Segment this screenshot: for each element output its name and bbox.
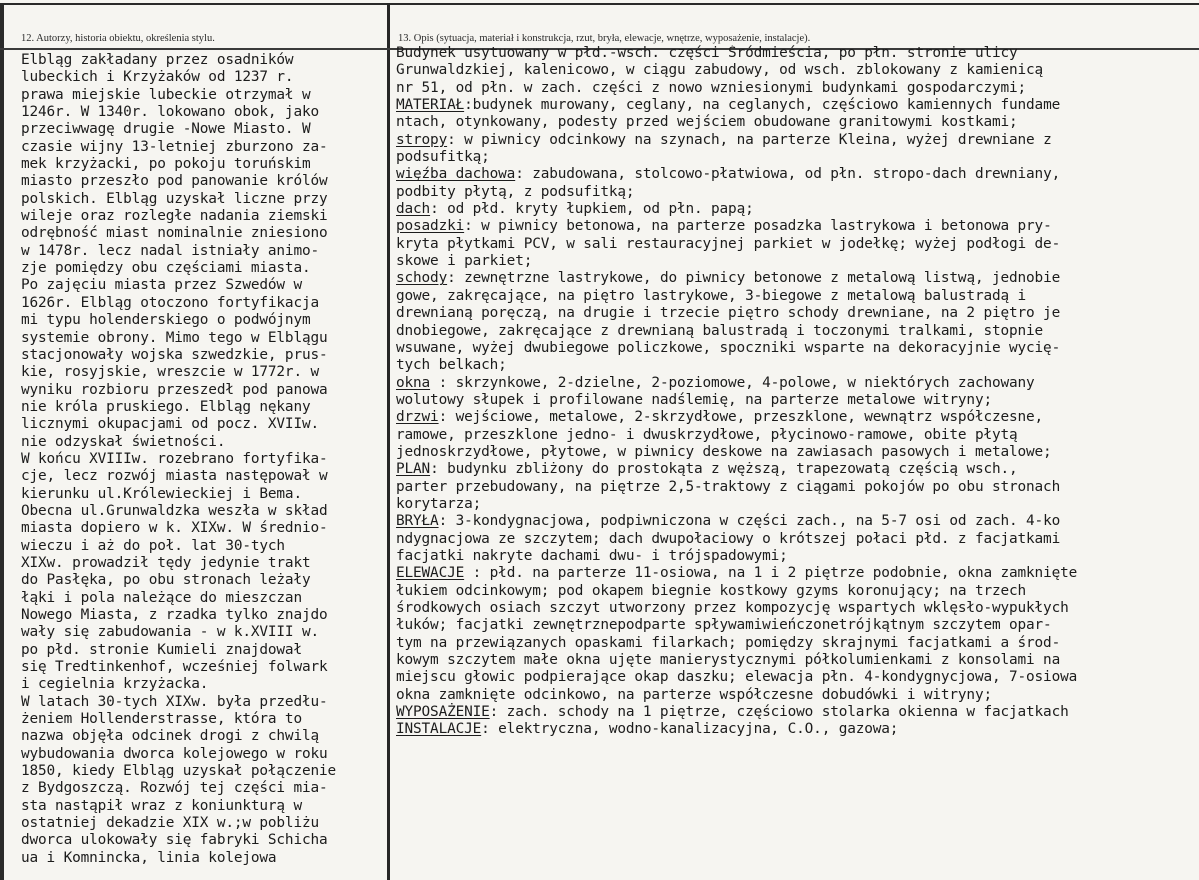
description-line [396, 687, 1196, 704]
history-line: mi typu holenderskiego o podwójnym [21, 312, 311, 329]
section-keyword: okna [396, 374, 431, 391]
history-line: dworca ulokowały się fabryki Schicha [21, 832, 328, 849]
description-text: łuków; facjatki zewnętrznepodparte spływamiwieńczonetrójkątnym szczytem opar- [396, 617, 1052, 634]
history-line: przeciwwagę drugie -Nowe Miasto. W [21, 121, 311, 138]
history-text-block [21, 52, 386, 872]
column-divider [387, 3, 390, 880]
description-text: : skrzynkowe, 2-dzielne, 2-poziomowe, 4-polowe, w niektórych zachowany [430, 374, 1035, 391]
description-line [396, 305, 1196, 322]
description-line [396, 184, 1196, 201]
description-line [396, 253, 1196, 270]
section-keyword: WYPOSAŻENIE [396, 704, 490, 721]
history-line: wybudowania dworca kolejowego w roku [21, 745, 328, 762]
history-line: lubeckich i Krzyżaków od 1237 r. [21, 69, 294, 86]
description-text: ramowe, przeszklone jedno- i dwuskrzydłowe, płycinowo-ramowe, obite płytą [396, 426, 1018, 443]
description-text: kowym szczytem małe okna ujęte manierystycznymi półkolumienkami z konsolami na [396, 652, 1061, 669]
description-line [396, 236, 1196, 253]
description-text: :budynek murowany, ceglany, na ceglanych, częściowo kamiennych fundame [464, 97, 1061, 114]
description-line [396, 80, 1196, 97]
history-line: Elbląg zakładany przez osadników [21, 52, 294, 68]
description-text: wolutowy słupek i profilowane nadślemię, na parterze metalowe witryny; [396, 391, 992, 408]
description-text: łukiem odcinkowym; pod okapem biegnie kostkowy gzyms koronujący; na trzech [396, 582, 1027, 599]
section-keyword: drzwi [396, 409, 439, 426]
description-line [396, 409, 1196, 426]
description-line [396, 166, 1196, 183]
history-line: 1246r. W 1340r. lokowano obok, jako [21, 104, 319, 121]
history-line: wały się zabudowania - w k.XVIII w. [21, 624, 319, 641]
history-line: nazwa objęła odcinek drogi z chwilą [21, 728, 319, 745]
description-text: facjatki nakryte dachami dwu- i trójspadowymi; [396, 547, 788, 564]
top-border [0, 3, 1199, 5]
description-line [396, 669, 1196, 686]
section-keyword: stropy [396, 131, 448, 148]
description-text: dnobiegowe, zakręcające z drewnianą balustradą i toczonymi tralkami, stopnie [396, 322, 1044, 339]
description-text: : budynku zbliżony do prostokąta z węższą, trapezowatą częścią wsch., [430, 461, 1018, 478]
description-text: kryta płytkami PCV, w sali restauracyjnej parkiet w jodełkę; wyżej podłogi de- [396, 235, 1061, 252]
description-text: Grunwaldzkiej, kalenicowo, w ciągu zabudowy, od wsch. zblokowany z kamienicą [396, 62, 1044, 79]
description-line [396, 565, 1196, 582]
description-text: : zabudowana, stolcowo-płatwiowa, od płn. stropo-dach drewniany, [515, 166, 1061, 183]
history-line: kie, rosyjskie, wreszcie w 1772r. w [21, 364, 319, 381]
history-line: XIXw. prowadził tędy jedynie trakt [21, 554, 311, 571]
history-line: odrębność miast nominalnie zniesiono [21, 225, 328, 242]
description-line [396, 288, 1196, 305]
history-line: W końcu XVIIIw. rozebrano fortyfika- [21, 450, 328, 467]
description-text: miejscu głowic podpierające okap daszku; elewacja płn. 4-kondygnycjowa, 7-osiowa [396, 669, 1078, 686]
history-line: nie odzyskał świetności. [21, 433, 226, 450]
history-line: stacjonowały wojska szwedzkie, prus- [21, 346, 328, 363]
description-line [396, 479, 1196, 496]
description-text: : w piwnicy betonowa, na parterze posadzka lastrykowa i betonowa pry- [464, 218, 1052, 235]
history-line: wyniku rozbioru przeszedł pod panowa [21, 381, 328, 398]
description-text: jednoskrzydłowe, płytowe, w piwnicy deskowe na zawiasach pasowych i metalowe; [396, 443, 1052, 460]
description-line [396, 375, 1196, 392]
history-line: łąki i pola należące do mieszczan [21, 589, 302, 606]
history-line: sta nastąpił wraz z koniunkturą w [21, 797, 302, 814]
description-text: : od płd. kryty łupkiem, od płn. papą; [430, 201, 754, 218]
description-line [396, 635, 1196, 652]
description-line [396, 392, 1196, 409]
description-line [396, 132, 1196, 149]
history-line: licznymi okupacjami od pocz. XVIIw. [21, 416, 319, 433]
description-line [396, 704, 1196, 721]
description-text: tych belkach; [396, 357, 507, 374]
section-keyword: schody [396, 270, 448, 287]
description-text: skowe i parkiet; [396, 253, 533, 270]
left-border [0, 3, 4, 880]
section-keyword: posadzki [396, 218, 465, 235]
description-line [396, 496, 1196, 513]
description-line [396, 323, 1196, 340]
description-text: : w piwnicy odcinkowy na szynach, na parterze Kleina, wyżej drewniane z [447, 131, 1052, 148]
description-text: podbity płytą, z podsufitką; [396, 183, 635, 200]
description-text: środkowych osiach szczyt utworzony przez kompozycję wspartych wklęsło-wypukłych [396, 600, 1069, 616]
description-text: : zewnętrzne lastrykowe, do piwnicy betonowe z metalową listwą, jednobie [447, 270, 1061, 287]
section-keyword: więźba dachowa [396, 166, 516, 183]
description-line [396, 427, 1196, 444]
description-text: nr 51, od płn. w zach. części z nowo wzniesionymi budynkami gospodarczymi; [396, 79, 1027, 96]
history-line: z Bydgoszczą. Rozwój tej części mia- [21, 780, 328, 797]
description-text: ndygnacjowa ze szczytem; dach dwupołaciowy o krótszej połaci płd. z facjatkami [396, 530, 1061, 547]
description-line [396, 218, 1196, 235]
description-text: : elektryczna, wodno-kanalizacyjna, C.O., gazowa; [481, 721, 899, 738]
description-text-block [396, 45, 1196, 745]
description-text: tym na przewiązanych opaskami filarkach; pomiędzy skrajnymi facjatkami a środ- [396, 634, 1061, 651]
history-line: polskich. Elbląg uzyskał liczne przy [21, 190, 328, 207]
history-line: Po zajęciu miasta przez Szwedów w [21, 277, 302, 294]
history-line: systemie obrony. Mimo tego w Elblągu [21, 329, 328, 346]
history-line: się Tredtinkenhof, wcześniej folwark [21, 659, 328, 676]
description-line [396, 357, 1196, 374]
history-line: nie króla pruskiego. Elbląg nękany [21, 398, 311, 415]
description-line [396, 721, 1196, 738]
description-line [396, 652, 1196, 669]
description-text: korytarza; [396, 495, 482, 512]
description-text: : 3-kondygnacjowa, podpiwniczona w części zach., na 5-7 osi od zach. 4-ko [438, 513, 1061, 530]
description-line [396, 531, 1196, 548]
description-text: drewnianą poręczą, na drugie i trzecie piętro schody drewniane, na 2 piętro je [396, 305, 1061, 322]
history-line: żeniem Hollenderstrasse, która to [21, 711, 302, 728]
description-text: ntach, otynkowany, podesty przed wejściem obudowane granitowymi kostkami; [396, 114, 1018, 131]
description-line [396, 444, 1196, 461]
history-line: 1850, kiedy Elbląg uzyskał połączenie [21, 763, 337, 780]
history-line: 1626r. Elbląg otoczono fortyfikacja [21, 294, 319, 311]
description-text: : wejściowe, metalowe, 2-skrzydłowe, przeszklone, wewnątrz współczesne, [438, 409, 1044, 426]
history-line: miasta dopiero w k. XIXw. W średnio- [21, 520, 328, 537]
description-line [396, 45, 1196, 62]
history-line: zje pomiędzy obu częściami miasta. [21, 260, 311, 277]
description-line [396, 513, 1196, 530]
history-line: miasto przeszło pod panowanie królów [21, 173, 328, 190]
section-keyword: MATERIAŁ [396, 97, 465, 114]
description-text: : zach. schody na 1 piętrze, częściowo stolarka okienna w facjatkach [489, 704, 1069, 721]
history-line: kierunku ul.Królewieckiej i Bema. [21, 485, 302, 502]
right-column-header: 13. Opis (sytuacja, materiał i konstrukcja, rzut, bryła, elewacje, wnętrze, wyposażenie, instalacje). [398, 33, 811, 44]
description-line [396, 62, 1196, 79]
description-line [396, 461, 1196, 478]
history-line: czasie wijny 13-letniej zburzono za- [21, 138, 328, 155]
history-line: Nowego Miasta, z rzadka tylko znajdo [21, 607, 328, 623]
history-line: prawa miejskie lubeckie otrzymał w [21, 86, 311, 103]
history-line: ua i Komnincka, linia kolejowa [21, 849, 277, 866]
history-line: wileje oraz rozległe nadania ziemski [21, 208, 328, 225]
description-text: : płd. na parterze 11-osiowa, na 1 i 2 piętrze podobnie, okna zamknięte [464, 565, 1078, 582]
description-line [396, 149, 1196, 166]
description-line [396, 600, 1196, 617]
description-line [396, 583, 1196, 600]
history-line: wieczu i aż do poł. lat 30-tych [21, 537, 285, 554]
left-column-header: 12. Autorzy, historia obiektu, określenia stylu. [21, 33, 215, 44]
description-text: parter przebudowany, na piętrze 2,5-traktowy z ciągami pokojów po obu stronach [396, 478, 1061, 495]
description-line [396, 548, 1196, 565]
history-line: do Pasłęka, po obu stronach leżały [21, 572, 311, 589]
description-text: Budynek usytuowany w płd.-wsch. części Śródmieścia, po płn. stronie ulicy [396, 45, 1018, 61]
section-keyword: ELEWACJE [396, 565, 465, 582]
section-keyword: INSTALACJE [396, 721, 482, 738]
history-line: W latach 30-tych XIXw. była przedłu- [21, 693, 328, 710]
section-keyword: PLAN [396, 461, 431, 478]
history-line: i cegielnia krzyżacka. [21, 676, 209, 693]
history-line: po płd. stronie Kumieli znajdował [21, 641, 302, 658]
description-line [396, 114, 1196, 131]
history-line: Obecna ul.Grunwaldzka weszła w skład [21, 502, 328, 519]
history-line: w 1478r. lecz nadal istniały animo- [21, 242, 319, 259]
description-text: wsuwane, wyżej dwubiegowe policzkowe, spoczniki wsparte na dekoracyjnie wycię- [396, 339, 1061, 356]
description-line [396, 270, 1196, 287]
description-line [396, 340, 1196, 357]
section-keyword: dach [396, 201, 431, 218]
description-text: gowe, zakręcające, na piętro lastrykowe, 3-biegowe z metalową balustradą i [396, 287, 1027, 304]
description-text: podsufitką; [396, 149, 490, 166]
history-line: mek krzyżacki, po pokoju toruńskim [21, 156, 311, 173]
history-line: cje, lecz rozwój miasta następował w [21, 468, 328, 485]
description-line [396, 617, 1196, 634]
description-line [396, 201, 1196, 218]
history-line: ostatniej dekadzie XIX w.;w pobliżu [21, 815, 319, 832]
description-line [396, 97, 1196, 114]
section-keyword: BRYŁA [396, 513, 439, 530]
description-text: okna zamknięte odcinkowo, na parterze współczesne dobudówki i witryny; [396, 686, 992, 703]
